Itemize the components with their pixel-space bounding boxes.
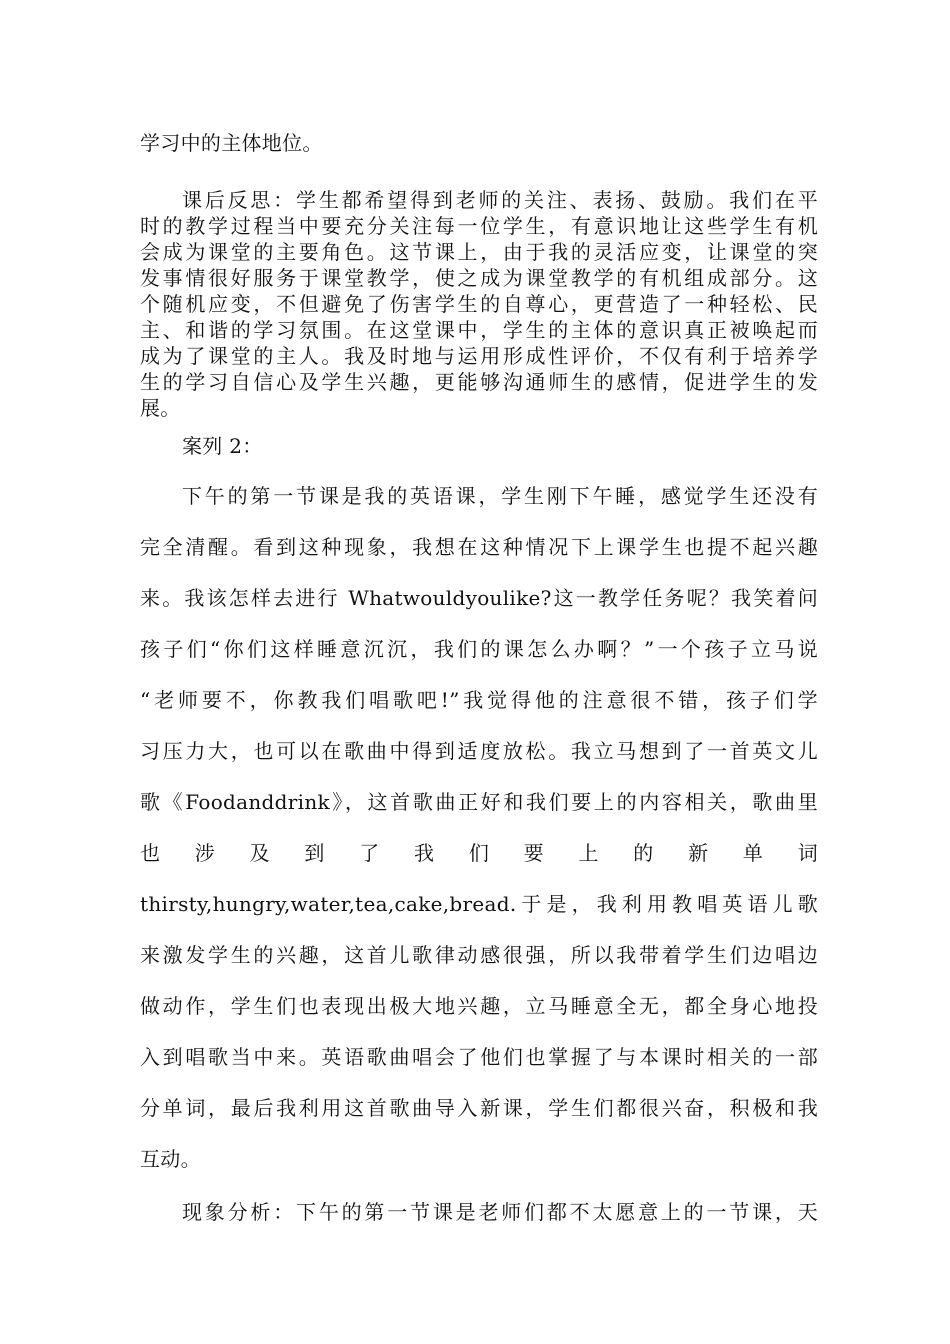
paragraph-line: 入到唱歌当中来。英语歌曲唱会了他们也掌握了与本课时相关的一部 xyxy=(140,1045,818,1069)
paragraph-line: 学习中的主体地位。 xyxy=(140,131,323,155)
paragraph-line: 展。 xyxy=(140,396,181,420)
paragraph-line: 孩子们“你们这样睡意沉沉，我们的课怎么办啊？”一个孩子立马说 xyxy=(140,637,818,661)
paragraph-line: “老师要不，你教我们唱歌吧!”我觉得他的注意很不错，孩子们学 xyxy=(140,688,818,712)
paragraph-line: 做动作，学生们也表现出极大地兴趣，立马睡意全无，都全身心地投 xyxy=(140,994,818,1018)
paragraph-line: 生的学习自信心及学生兴趣，更能够沟通师生的感情，促进学生的发 xyxy=(140,370,818,394)
paragraph-line: 下午的第一节课是我的英语课，学生刚下午睡，感觉学生还没有 xyxy=(182,484,818,508)
paragraph-line: 发事情很好服务于课堂教学，使之成为课堂教学的有机组成部分。这 xyxy=(140,266,818,290)
paragraph-line: thirsty,hungry,water,tea,cake,bread.于是，我利用教唱英语儿歌 xyxy=(140,892,818,916)
paragraph-line: 现象分析：下午的第一节课是老师们都不太愿意上的一节课，天 xyxy=(182,1200,818,1224)
paragraph-line: 时的教学过程当中要充分关注每一位学生，有意识地让这些学生有机 xyxy=(140,214,818,238)
paragraph-line: 个随机应变，不但避免了伤害学生的自尊心，更营造了一种轻松、民 xyxy=(140,292,818,316)
paragraph-line: 课后反思：学生都希望得到老师的关注、表扬、鼓励。我们在平 xyxy=(182,188,818,212)
case-heading: 案列 2： xyxy=(182,434,263,458)
paragraph-line: 分单词，最后我利用这首歌曲导入新课，学生们都很兴奋，积极和我 xyxy=(140,1096,818,1120)
paragraph-line: 来激发学生的兴趣，这首儿歌律动感很强，所以我带着学生们边唱边 xyxy=(140,943,818,967)
paragraph-line: 成为了课堂的主人。我及时地与运用形成性评价，不仅有利于培养学 xyxy=(140,344,818,368)
paragraph-line: 来。我该怎样去进行 Whatwouldyoulike?这一教学任务呢？我笑着问 xyxy=(140,586,818,610)
paragraph-line: 完全清醒。看到这种现象，我想在这种情况下上课学生也提不起兴趣 xyxy=(140,535,818,559)
paragraph-line: 主、和谐的学习氛围。在这堂课中，学生的主体的意识真正被唤起而 xyxy=(140,318,818,342)
paragraph-line: 习压力大，也可以在歌曲中得到适度放松。我立马想到了一首英文儿 xyxy=(140,739,818,763)
paragraph-line: 会成为课堂的主要角色。这节课上，由于我的灵活应变，让课堂的突 xyxy=(140,240,818,264)
paragraph-line: 也 涉 及 到 了 我 们 要 上 的 新 单 词 xyxy=(140,841,818,865)
paragraph-line: 互动。 xyxy=(140,1147,201,1171)
paragraph-line: 歌《Foodanddrink》，这首歌曲正好和我们要上的内容相关，歌曲里 xyxy=(140,790,818,814)
